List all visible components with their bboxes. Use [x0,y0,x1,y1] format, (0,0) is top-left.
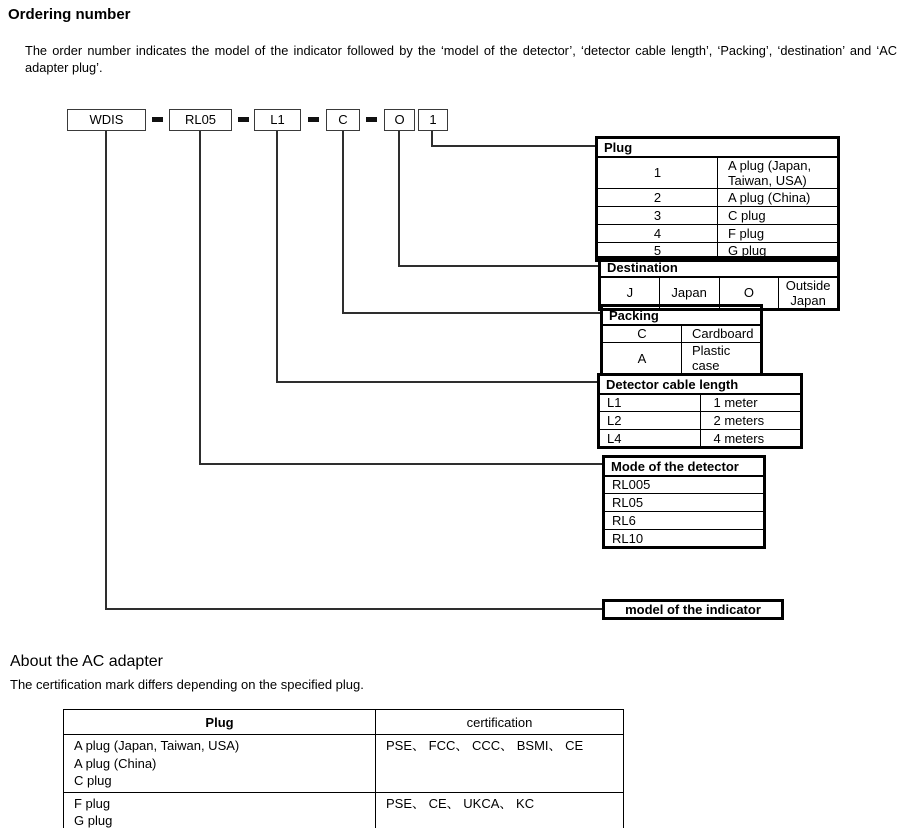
certification-cell: PSE、 FCC、 CCC、 BSMI、 CE [376,735,624,793]
cable-table-title: Detector cable length [599,375,802,394]
cable-code: L2 [599,412,701,430]
plug-option: A plug (China) [74,755,157,771]
cable-code: L4 [599,430,701,448]
plug-table-title: Plug [597,138,839,157]
connector-destination-hline [398,265,599,267]
plug-label: F plug [718,224,839,242]
dash-separator-icon [366,117,377,122]
table-row [597,206,839,224]
ac-adapter-subtitle: The certification mark differs depending on the specified plug. [10,677,364,692]
code-segment-indicator: WDIS [67,109,146,131]
destination-table-title: Destination [600,258,839,277]
detector-table-title: Mode of the detector [604,457,765,476]
connector-indicator-hline [105,608,602,610]
table-row [604,530,765,548]
certification-table [63,709,624,828]
intro-paragraph: The order number indicates the model of the indicator followed by the ‘model of the detector’, ‘detector cable length’, ‘Packing’, ‘destination’ and ‘AC adapter plug’. [25,43,897,75]
code-segment-plug: 1 [418,109,448,131]
plug-table [595,136,840,262]
dash-separator-icon [152,117,163,122]
connector-plug-hline [431,145,595,147]
table-row [597,157,839,189]
packing-label: Plastic case [682,343,762,375]
table-row [604,476,765,494]
connector-destination-vline [398,131,400,267]
page-title: Ordering number [8,6,131,23]
connector-indicator-vline [105,131,107,610]
plug-code: 3 [597,206,718,224]
plug-label: C plug [718,206,839,224]
code-segment-destination: O [384,109,415,131]
table-row [599,430,802,448]
code-segment-detector: RL05 [169,109,232,131]
code-segment-packing: C [326,109,360,131]
cable-length-table [597,373,803,449]
destination-code: J [600,277,660,310]
detector-model: RL05 [604,494,765,512]
connector-packing-vline [342,131,344,314]
plug-option: A plug (Japan, Taiwan, USA) [74,738,240,753]
connector-detector-vline [199,131,201,465]
cable-code: L1 [599,394,701,412]
certification-table-header-cert: certification [376,710,624,735]
table-row [597,188,839,206]
table-row [599,394,802,412]
certification-table-header-plug: Plug [64,710,376,735]
table-row [64,792,624,828]
plug-group-cell [64,792,376,828]
table-row [604,512,765,530]
detector-model: RL10 [604,530,765,548]
plug-label: A plug (Japan, Taiwan, USA) [718,157,839,189]
plug-option: C plug [74,773,112,788]
plug-group-cell [64,735,376,793]
plug-label: A plug (China) [718,188,839,206]
packing-table-title: Packing [602,306,762,325]
certification-cell: PSE、 CE、 UKCA、 KC [376,792,624,828]
destination-label: Japan [659,277,719,310]
destination-label: Outside Japan [779,277,839,310]
plug-option: G plug [74,813,113,828]
packing-code: C [602,325,682,343]
plug-code: 1 [597,157,718,189]
dash-separator-icon [308,117,319,122]
cable-label: 2 meters [700,412,802,430]
plug-code: 5 [597,242,718,260]
connector-cable-hline [276,381,597,383]
code-segment-cable: L1 [254,109,301,131]
connector-packing-hline [342,312,600,314]
table-row [597,224,839,242]
destination-table [598,256,840,311]
table-row [604,494,765,512]
dash-separator-icon [238,117,249,122]
detector-mode-table [602,455,766,549]
table-header-row [64,710,624,735]
table-row [602,325,762,343]
connector-cable-vline [276,131,278,383]
packing-table [600,304,763,376]
indicator-model-callout: model of the indicator [602,599,784,620]
packing-label: Cardboard [682,325,762,343]
table-row [602,343,762,375]
plug-label: G plug [718,242,839,260]
plug-code: 2 [597,188,718,206]
ac-adapter-title: About the AC adapter [10,653,163,670]
plug-option: F plug [74,795,111,811]
cable-label: 4 meters [700,430,802,448]
packing-code: A [602,343,682,375]
destination-code: O [719,277,779,310]
detector-model: RL6 [604,512,765,530]
connector-detector-hline [199,463,602,465]
detector-model: RL005 [604,476,765,494]
table-row [64,735,624,793]
cable-label: 1 meter [700,394,802,412]
table-row [599,412,802,430]
plug-code: 4 [597,224,718,242]
